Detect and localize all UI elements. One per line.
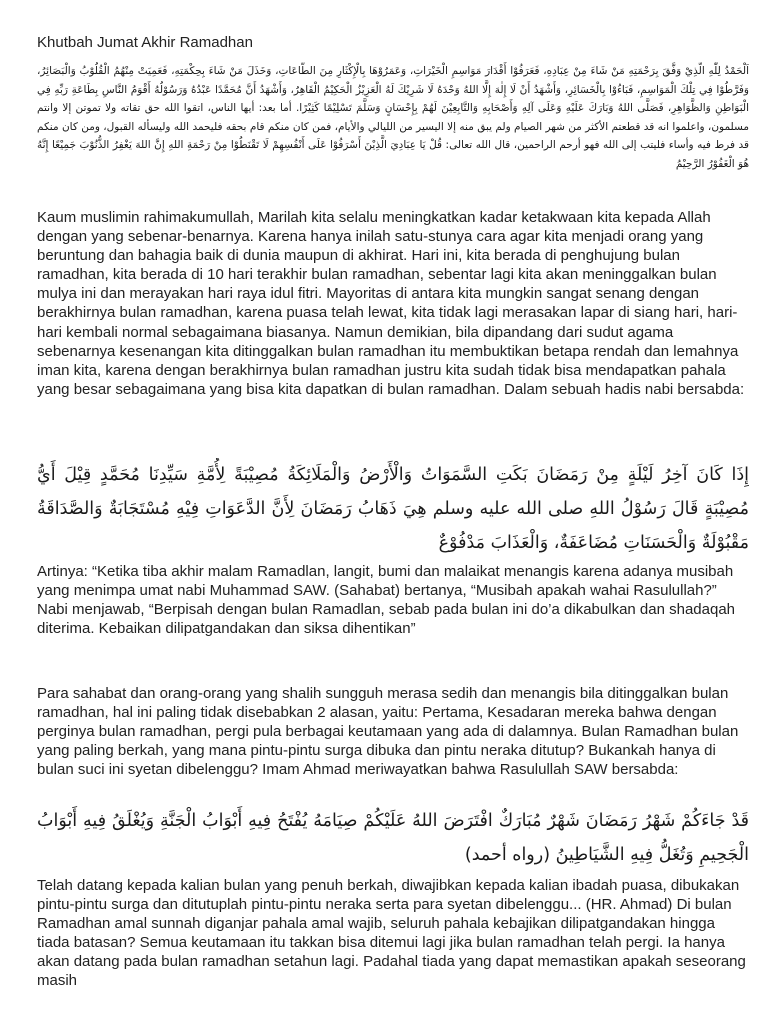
- paragraph-2: Para sahabat dan orang-orang yang shalih sungguh merasa sedih dan menangis bila ditinggalkan bulan ramadhan, hal ini paling tidak disebabkan 2 alasan, yaitu: Pertama, Kesadaran mereka bahwa dengan perginya bulan ramadhan, pergi pula berbagai keutamaan yang ada di dalamnya. Bulan Ramadhan bulan yang paling berkah, yang mana pintu-pintu surga dibuka dan pintu neraka ditutup? Bukankah hanya di bulan suci ini syetan dibelenggu? Imam Ahmad meriwayatkan bahwa Rasulullah SAW bersabda:: [37, 685, 739, 779]
- hadith-1-arabic: إِذَا كَانَ آخِرُ لَيْلَةٍ مِنْ رَمَضَانَ بَكَتِ السَّمَوَاتُ وَالْأَرْضُ وَالْمَلَائِكَةُ مُصِيْبَةً لِأُمَّةِ سَيِّدِنَا مُحَمَّدٍ قِيْلَ أَيُّ مُصِيْبَةٍ قَالَ رَسُوْلُ اللهِ صلى الله عليه وسلم هِيَ ذَهَابُ رَمَضَانَ لِأَنَّ الدَّعَوَاتِ فِيْهِ مُسْتَجَابَةٌ وَالصَّدَاقَةُ مَقْبُوْلَةٌ وَالْحَسَنَاتِ مُضَاعَفَةٌ، وَالْعَذَابَ مَدْفُوْعٌ: [37, 465, 749, 553]
- document-page: [37, 34, 749, 992]
- hadith-2-arabic: قَدْ جَاءَكُمْ شَهْرُ رَمَضَانَ شَهْرٌ مُبَارَكٌ افْتَرَضَ اللهُ عَلَيْكُمْ صِيَامَهُ يُفْتَحُ فِيهِ أَبْوَابُ الْجَنَّةِ وَيُغْلَقُ فِيهِ أَبْوَابُ الْجَحِيمِ وَتُغَلُّ فِيهِ الشَّيَاطِينُ (رواه أحمد): [37, 811, 749, 865]
- paragraph-3: Telah datang kepada kalian bulan yang penuh berkah, diwajibkan kepada kalian ibadah puasa, dibukakan pintu-pintu surga dan ditutuplah pintu-pintu neraka serta para syetan dibelenggu... (HR. Ahmad) Di bulan Ramadhan amal sunnah diganjar pahala amal wajib, seluruh pahala kebajikan dilipatgandakan hingga tiada batasan? Semua keutamaan itu takkan bisa ditemui lagi jika bulan ramadhan telah pergi. Ia hanya akan datang pada bulan ramadhan setahun lagi. Padahal tiada yang dapat memastikan apakah seseorang masih: [37, 877, 746, 990]
- document-title: Khutbah Jumat Akhir Ramadhan: [37, 34, 253, 51]
- translation-1: Artinya: “Ketika tiba akhir malam Ramadlan, langit, bumi dan malaikat menangis karena adanya musibah yang menimpa umat nabi Muhammad SAW. (Sahabat) bertanya, “Musibah apakah wahai Rasulullah?” Nabi menjawab, “Berpisah dengan bulan Ramadlan, sebab pada bulan ini do’a dikabulkan dan shadaqah diterima. Kebaikan dilipatgandakan dan siksa dihentikan”: [37, 563, 736, 638]
- paragraph-1: Kaum muslimin rahimakumullah, Marilah kita selalu meningkatkan kadar ketakwaan kita kepada Allah dengan yang sebenar-benarnya. Karena hanya inilah satu-stunya cara agar kita menjadi orang yang beruntung dan bahagia baik di dunia maupun di akhirat. Hari ini, kita berada di penghujung bulan ramadhan, kita berada di 10 hari terakhir bulan ramadhan, sebentar lagi kita akan meninggalkan bulan mulya ini dan merayakan hari raya idul fitri. Mayoritas di antara kita mungkin sangat senang dengan berakhirnya bulan ramadhan, karena puasa telah lewat, kita tidak lagi merasakan lapar di siang hari, hari-hari kembali normal sebagaimana biasanya. Namun demikian, bila dipandang dari sudut agama sebenarnya kesenangan kita ditinggalkan bulan ramadhan itu membuktikan betapa rendah dan lemahnya iman kita, karena dengan berakhirnya bulan ramadhan justru kita sudah tidak bisa mendapatkan pahala yang besar sebagaimana yang bisa kita dapatkan di bulan ramadhan. Dalam sebuah hadis nabi bersabda:: [37, 209, 745, 398]
- opening-arabic-text: اَلْحَمْدُ لِلّٰهِ الَّذِيْ وَفَّقَ بِرَحْمَتِهِ مَنْ شَاءَ مِنْ عِبَادِهِ، فَعَرَفُوْا أَقْدَارَ مَوَاسِمِ الْخَيْرَاتِ، وَعَمَرُوْهَا بِالْإِكْثَارِ مِنَ الطَّاعَاتِ، وَخَذَلَ مَنْ شَاءَ بِحِكْمَتِهِ، فَعَمِيَتْ مِنْهُمُ الْقُلُوْبُ وَالْبَصَائِرُ، وَفَرَّطُوْا فِي تِلْكَ الْمَوَاسِمِ، فَبَاءُوْا بِالْخَسَائِرِ، وَأَشْهَدُ أَنْ لَا إِلٰهَ إِلَّا اللهُ وَحْدَهُ لَا شَرِيْكَ لَهُ الْعَزِيْزُ الْحَكِيْمُ الْقَاهِرُ، وَأَشْهَدُ أَنَّ مُحَمَّدًا عَبْدُهُ وَرَسُوْلُهُ أَقْوَمُ النَّاسِ بِطَاعَةِ رَبِّهِ فِي الْبَوَاطِنِ وَالظَّوَاهِرِ، فَصَلَّى اللهُ وَبَارَكَ عَلَيْهِ وَعَلَى آلِهِ وَأَصْحَابِهِ وَالتَّابِعِيْنَ لَهُمْ بِإِحْسَانٍ وَسَلَّمَ تَسْلِيْمًا كَثِيْرًا. أما بعد: أيها الناس، اتقوا الله حق تقاته ولا تموتن إلا وانتم مسلمون، واعلموا انه قد قطعتم الأكثر من شهر الصيام ولم يبق منه إلا اليسير من الليالي والأيام، فمن كان منكم قام بحقه فليحمد الله وليسأله القبول، ومن كان منكم قد فرط فيه وأساء فليتب إلى الله فهو أرحم الراحمين، قال الله تعالى: قُلْ يَا عِبَادِيَ الَّذِيْنَ أَسْرَفُوْا عَلَى أَنْفُسِهِمْ لَا تَقْنَطُوْا مِنْ رَحْمَةِ اللهِ إِنَّ اللهَ يَغْفِرُ الذُّنُوْبَ جَمِيْعًا إِنَّهُ هُوَ الْغَفُوْرُ الرَّحِيْمُ: [37, 65, 749, 170]
